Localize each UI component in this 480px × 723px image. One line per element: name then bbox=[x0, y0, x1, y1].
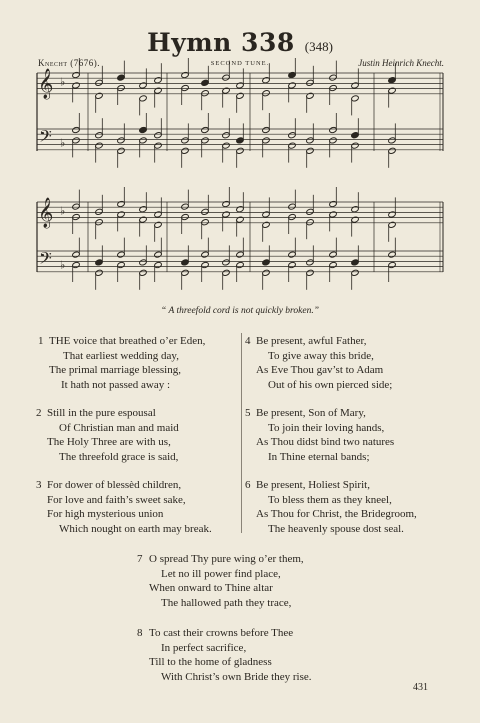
verse-number: 5 bbox=[245, 407, 251, 419]
verse-line: In perfect sacrifice, bbox=[161, 641, 247, 654]
verse-line: As Thou didst bind two natures bbox=[256, 436, 395, 448]
treble-clef: 𝄞 bbox=[38, 198, 54, 228]
verse-line: Be present, Holiest Spirit, bbox=[256, 479, 370, 491]
verse-line: When onward to Thine altar bbox=[149, 582, 273, 594]
verse-line: To join their loving hands, bbox=[268, 421, 385, 434]
verse-line: Which nought on earth may break. bbox=[59, 522, 212, 535]
verse-line: For dower of blessèd children, bbox=[47, 479, 182, 491]
verse-number: 6 bbox=[245, 479, 251, 491]
verse-line: As Thou for Christ, the Bridegroom, bbox=[256, 508, 417, 520]
verse-number: 1 bbox=[38, 335, 44, 347]
verse-line: O spread Thy pure wing o’er them, bbox=[149, 553, 304, 565]
tune-name: Knecht (7676). bbox=[38, 58, 100, 68]
verse-line: To bless them as they kneel, bbox=[268, 493, 392, 506]
bass-clef: 𝄢 bbox=[39, 248, 52, 272]
verse-line: Let no ill power find place, bbox=[161, 567, 281, 580]
verse-line: It hath not passed away : bbox=[61, 378, 171, 391]
flat-sign: ♭ bbox=[60, 137, 66, 150]
verse-line: As Eve Thou gav’st to Adam bbox=[256, 364, 384, 376]
verse-6 bbox=[245, 478, 417, 536]
verse-7 bbox=[137, 552, 304, 610]
hymn-alt-number: (348) bbox=[304, 39, 333, 54]
flat-sign: ♭ bbox=[60, 205, 66, 218]
verse-number: 8 bbox=[137, 627, 143, 639]
verse-line: To cast their crowns before Thee bbox=[149, 627, 294, 639]
hymn-title-text: Hymn 338 bbox=[147, 28, 295, 57]
flat-sign: ♭ bbox=[60, 259, 66, 272]
verse-line: With Christ’s own Bride they rise. bbox=[161, 670, 312, 683]
verse-line: Be present, Son of Mary, bbox=[256, 407, 366, 419]
verse-number: 4 bbox=[245, 335, 251, 347]
verse-1 bbox=[38, 334, 205, 392]
verse-line: Still in the pure espousal bbox=[47, 407, 156, 419]
verse-4 bbox=[245, 334, 392, 392]
flat-sign: ♭ bbox=[60, 76, 66, 89]
music-score bbox=[0, 0, 480, 300]
verse-line: For love and faith’s sweet sake, bbox=[47, 493, 186, 506]
verse-line: THE voice that breathed o’er Eden, bbox=[49, 335, 206, 347]
verse-line: Of Christian man and maid bbox=[59, 421, 179, 434]
verse-line: The primal marriage blessing, bbox=[49, 364, 181, 376]
verse-line: To give away this bride, bbox=[268, 349, 374, 362]
verse-line: Be present, awful Father, bbox=[256, 335, 367, 347]
verse-line: Out of his own pierced side; bbox=[268, 378, 393, 391]
verse-line: The hallowed path they trace, bbox=[161, 596, 292, 609]
hymn-motto: “ A threefold cord is not quickly broken.” bbox=[161, 306, 319, 316]
verse-8 bbox=[137, 626, 312, 684]
verse-5 bbox=[245, 406, 394, 464]
verse-line: In Thine eternal bands; bbox=[268, 450, 370, 463]
bass-clef: 𝄢 bbox=[39, 126, 52, 150]
treble-clef: 𝄞 bbox=[38, 69, 54, 99]
column-divider bbox=[241, 333, 242, 533]
verse-line: For high mysterious union bbox=[47, 508, 164, 520]
verse-number: 2 bbox=[36, 407, 42, 419]
tune-note: SECOND TUNE. bbox=[210, 60, 270, 67]
verse-line: That earliest wedding day, bbox=[63, 349, 179, 362]
verse-line: The Holy Three are with us, bbox=[47, 436, 171, 448]
verse-2 bbox=[36, 406, 179, 464]
page-number: 431 bbox=[413, 682, 428, 693]
verse-line: Till to the home of gladness bbox=[149, 656, 272, 668]
verse-number: 3 bbox=[36, 479, 42, 491]
composer-name: Justin Heinrich Knecht. bbox=[358, 58, 444, 68]
verse-line: The threefold grace is said, bbox=[59, 450, 179, 463]
verse-line: The heavenly spouse dost seal. bbox=[268, 522, 404, 535]
verse-number: 7 bbox=[137, 553, 143, 565]
verse-3 bbox=[36, 478, 212, 536]
